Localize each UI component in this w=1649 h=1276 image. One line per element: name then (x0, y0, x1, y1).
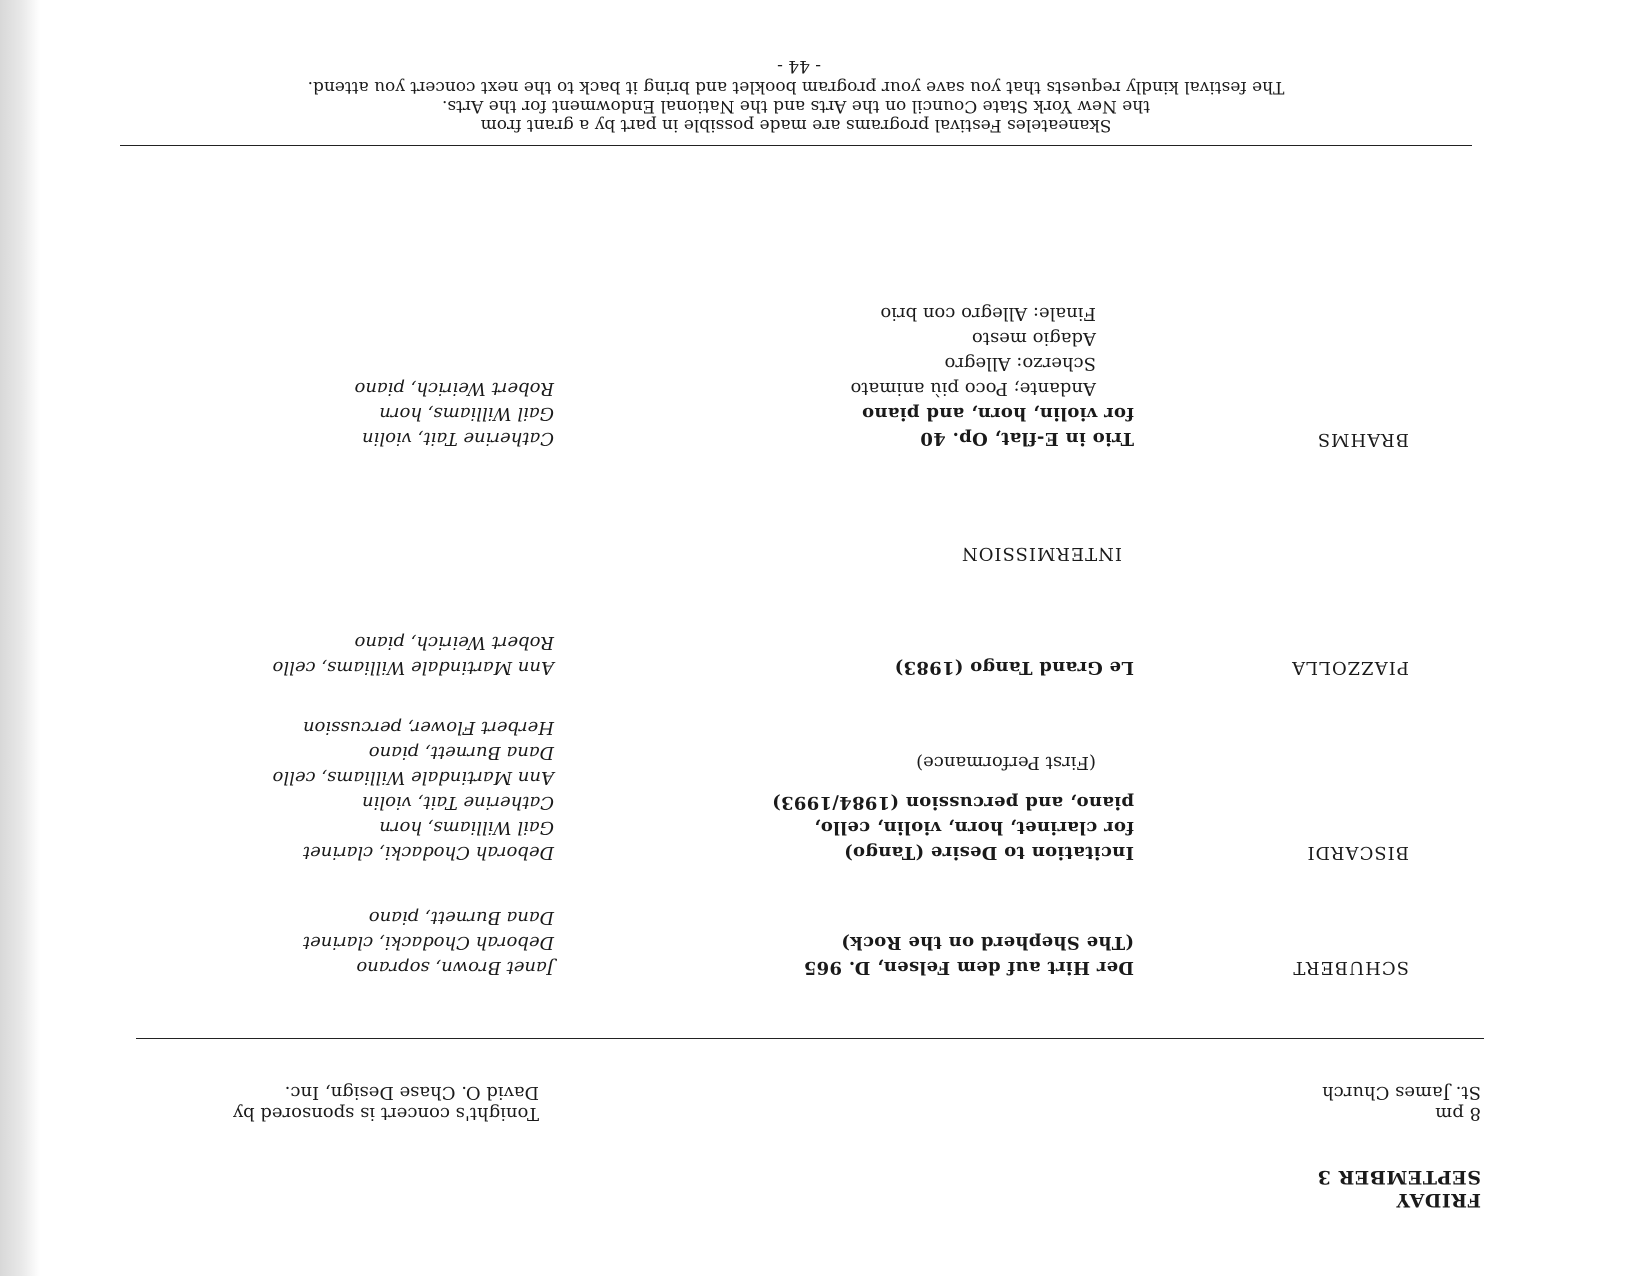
composer-name: BRAHMS (1316, 429, 1409, 450)
sponsor-line: Tonight's concert is sponsored by (232, 1103, 539, 1124)
performer: Gail Williams, horn (379, 817, 554, 838)
composer-name: PIAZZOLLA (1291, 657, 1409, 678)
credit-line: the New York State Council on the Arts and the National Endowment for the Arts. (441, 96, 1151, 116)
work-line: Le Grand Tango (1983) (894, 657, 1134, 678)
credit-line: Skaneateles Festival programs are made possible in part by a grant from (480, 115, 1112, 135)
work-line: Der Hirt auf dem Felsen, D. 965 (803, 957, 1134, 978)
work-line: Incitation to Desire (Tango) (843, 842, 1134, 863)
performer: Deborah Chodacki, clarinet (302, 932, 554, 953)
movement: Adagio mesto (971, 328, 1096, 349)
performer: Gail Williams, horn (379, 403, 554, 424)
work-title (862, 401, 1134, 451)
work-line: Trio in E-flat, Op. 40 (920, 428, 1134, 449)
work-title (894, 655, 1134, 680)
sponsor-name: David O. Chase Design, Inc. (284, 1082, 539, 1103)
performer: Herbert Flower, percussion (302, 717, 554, 738)
performer: Ann Martindale Williams, cello (272, 657, 554, 678)
work-line: (The Shepherd on the Rock) (841, 932, 1134, 953)
intermission-heading: INTERMISSION (960, 543, 1122, 564)
movement: Finale: Allegro con brio (880, 303, 1096, 324)
movements-list (850, 301, 1096, 401)
work-line: piano, and percussion (1984/1993) (771, 792, 1134, 813)
work-line: for clarinet, horn, violin, cello, (813, 817, 1134, 838)
movement: Andante; Poco più animato (850, 378, 1096, 399)
performer: Robert Weirich, piano (354, 632, 554, 653)
movement: Scherzo: Allegro (944, 353, 1096, 374)
concert-venue: St. James Church (1322, 1082, 1481, 1103)
performers-list (273, 630, 554, 680)
performer: Ann Martindale Williams, cello (272, 767, 554, 788)
performer: Catherine Tait, violin (362, 428, 554, 449)
performer: Janet Brown, soprano (356, 957, 554, 978)
page-number: - 44 - (777, 56, 821, 76)
performers-list (303, 905, 554, 980)
footer-divider (120, 145, 1472, 146)
composer-name: SCHUBERT (1292, 957, 1409, 978)
performers-list (355, 376, 555, 451)
funding-credit (120, 77, 1472, 134)
performer: Robert Weirich, piano (354, 378, 554, 399)
work-title (804, 930, 1135, 980)
concert-date: SEPTEMBER 3 (1317, 1166, 1481, 1188)
performer: Dana Burnett, piano (368, 742, 554, 763)
concert-day: FRIDAY (1395, 1189, 1481, 1211)
performer: Catherine Tait, violin (362, 792, 554, 813)
program-request: The festival kindly requests that you save your program booklet and bring it back to the next concert you attend. (307, 77, 1285, 97)
performers-list (273, 715, 554, 865)
performer: Deborah Chodacki, clarinet (302, 842, 554, 863)
composer-name: BISCARDI (1306, 842, 1409, 863)
premiere-note: (First Performance) (916, 752, 1096, 773)
work-line: for violin, horn, and piano (861, 403, 1134, 424)
work-title (772, 790, 1134, 865)
concert-time: 8 pm (1435, 1103, 1481, 1124)
performer: Dana Burnett, piano (368, 907, 554, 928)
header-divider (136, 1038, 1484, 1039)
